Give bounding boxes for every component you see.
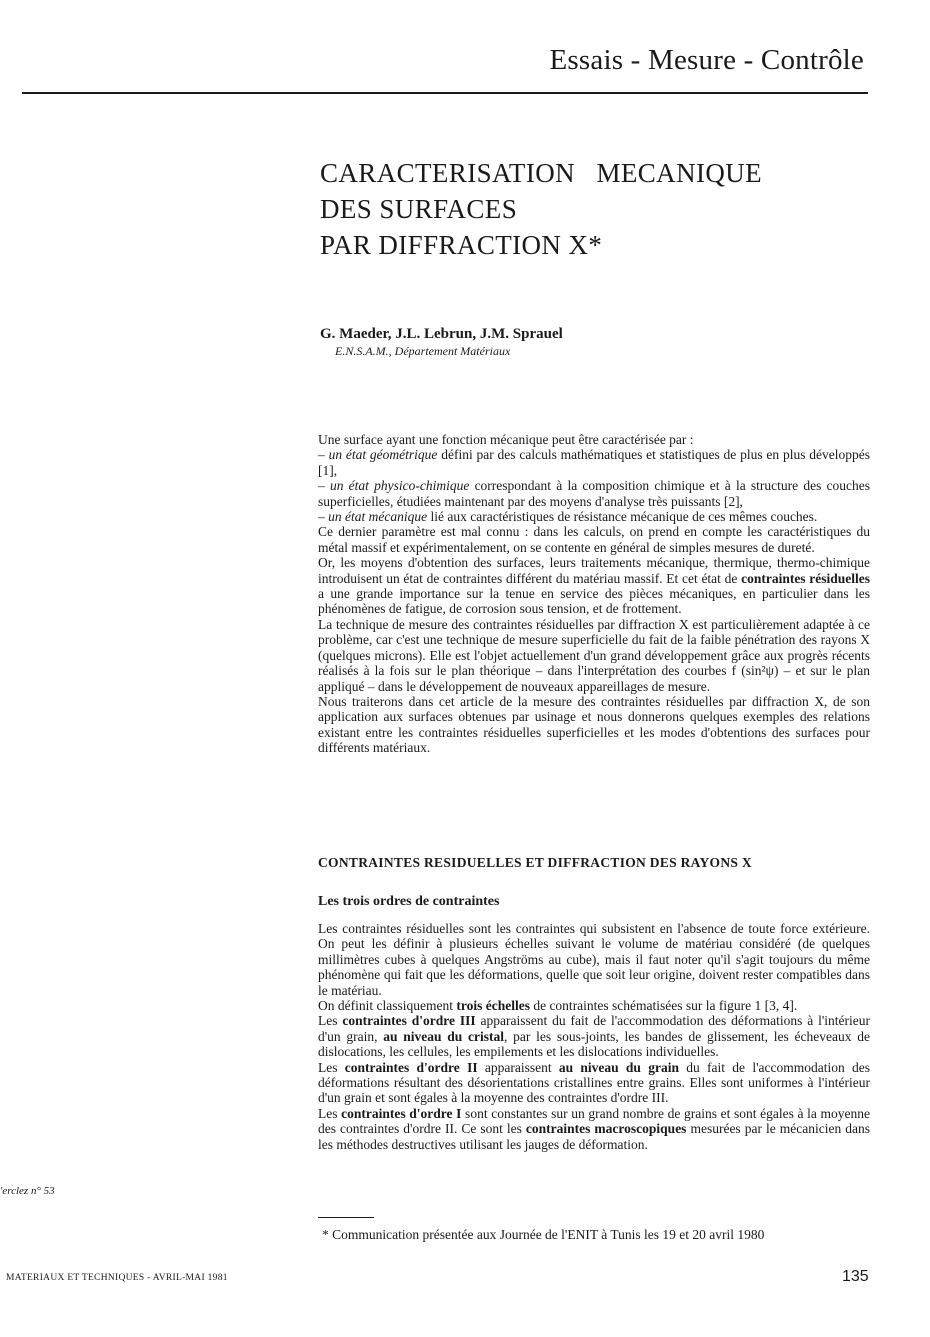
intro-text — [318, 432, 870, 756]
section-text — [318, 921, 870, 1152]
list-text: correspondant à la composition chimique et à la structure des couches superficielles, étudiées maintenant par des moyens d'analyse très puissants [2], — [318, 478, 871, 509]
intro-paragraph: La technique de mesure des contraintes résiduelles par diffraction X est particulièrement adaptée à ce problème, car c'est une technique de mesure superficielle du fait de la faible pénétration des rayons X (quelques microns). Elle est l'objet actuellement d'un grand développement grâce aux progrès récents réalisés à la fois sur le plan théorique – dans l'interprétation des courbes f (sin²ψ) – et sur le plan appliqué – dans le développement de nouveaux appareillages de mesure. — [318, 616, 870, 694]
intro-paragraph — [318, 555, 870, 617]
authors: G. Maeder, J.L. Lebrun, J.M. Sprauel — [320, 326, 563, 342]
intro-paragraph: Ce dernier paramètre est mal connu : dans les calculs, on prend en compte les caractéristiques du métal massif et expérimentalement, on se contente en général de simples mesures de dureté. — [318, 524, 870, 555]
text-run: Or, les moyens d'obtention des surfaces, leurs traitements mécanique, thermique, thermo-chimique introduisent un état de contraintes différent du matériau massif. Et cet état de — [318, 555, 870, 586]
intro-paragraph: Nous traiterons dans cet article de la mesure des contraintes résiduelles par diffraction X, de son application aux surfaces obtenues par usinage et nous donnerons quelques exemples des relations existant entre les contraintes résiduelles superficielles et les modes d'obtentions des surfaces pour différents matériaux. — [318, 693, 870, 756]
bold-term: au niveau du cristal — [383, 1028, 505, 1044]
list-text: défini par des calculs mathématiques et statistiques de plus en plus développés [1], — [318, 447, 870, 478]
text-run: du fait de l'accommodation des déformations résultant des désorientations cristallines entre grains. Elles sont uniformes à l'intérieur d'un grain et sont égales à la moyenne des contraintes d'ordre III. — [318, 1059, 870, 1106]
title-line-1: CARACTERISATION MECANIQUE — [320, 158, 763, 188]
article-title — [320, 155, 880, 263]
intro-list-item: – un état mécanique lié aux caractéristiques de résistance mécanique de ces mêmes couches. — [318, 509, 818, 525]
bold-term: au niveau du grain — [558, 1059, 679, 1075]
footnote: * Communication présentée aux Journée de l'ENIT à Tunis les 19 et 20 avril 1980 — [322, 1227, 765, 1242]
text-run: sont constantes sur un grand nombre de grains et sont égales à la moyenne des contraintes d'ordre II. Ce sont les — [318, 1105, 870, 1137]
intro-list-item: – un état géométrique défini par des calculs mathématiques et statistiques de plus en plus développés [1], — [318, 447, 870, 478]
text-run: Les — [318, 1013, 343, 1029]
bold-term: contraintes d'ordre III — [342, 1013, 476, 1029]
page-number: 135 — [842, 1268, 869, 1285]
text-run: de contraintes schématisées sur la figure 1 [3, 4]. — [529, 998, 798, 1014]
section-header: Essais - Mesure - Contrôle — [549, 44, 864, 76]
journal-footer: MATERIAUX ET TECHNIQUES - AVRIL-MAI 1981 — [6, 1273, 228, 1283]
section-title: CONTRAINTES RESIDUELLES ET DIFFRACTION DES RAYONS X — [318, 855, 752, 870]
title-line-2: DES SURFACES — [320, 194, 518, 224]
list-text: lié aux caractéristiques de résistance mécanique de ces mêmes couches. — [427, 509, 818, 525]
subsection-title: Les trois ordres de contraintes — [318, 894, 500, 909]
text-run: Les — [318, 1059, 345, 1075]
footnote-rule — [318, 1217, 374, 1218]
text-run: apparaissent — [477, 1059, 559, 1075]
text-run: a une grande importance sur la tenue en service des pièces mécaniques, en particulier dans les phénomènes de fatigue, de corrosion sous tension, et de frottement. — [318, 586, 870, 617]
bold-term: contraintes résiduelles — [741, 570, 871, 586]
margin-note: 'erclez n° 53 — [0, 1185, 55, 1197]
section-paragraph — [318, 1106, 870, 1152]
section-paragraph — [318, 998, 870, 1013]
bold-term: trois échelles — [456, 998, 530, 1014]
title-line-3: PAR DIFFRACTION X* — [320, 230, 603, 260]
affiliation: E.N.S.A.M., Département Matériaux — [335, 344, 511, 358]
text-run: apparaissent du fait de l'accommodation des déformations à l'intérieur d'un grain, — [318, 1013, 870, 1044]
section-paragraph — [318, 1013, 870, 1059]
intro-paragraph: Une surface ayant une fonction mécanique peut être caractérisée par : — [318, 432, 694, 447]
header-rule — [22, 92, 868, 94]
list-term: un état géométrique — [328, 447, 438, 463]
intro-list-item: – un état physico-chimique correspondant à la composition chimique et à la structure des couches superficielles, étudiées maintenant par des moyens d'analyse très puissants [2], — [318, 478, 871, 509]
section-paragraph: Les contraintes résiduelles sont les contraintes qui subsistent en l'absence de toute force extérieure. On peut les définir à plusieurs échelles suivant le volume de matériau considéré (de quelques millimètres cubes à quelques Angströms au cube), mais il faut noter qu'il s'agit toujours du même phénomène qui fait que les déformations, quelle que soit leur origine, doivent rester compatibles dans le matériau. — [318, 921, 870, 998]
list-term: un état physico-chimique — [329, 478, 470, 494]
text-run: On définit classiquement — [318, 998, 457, 1014]
section-paragraph — [318, 1060, 870, 1106]
bold-term: contraintes macroscopiques — [525, 1121, 687, 1137]
bold-term: contraintes d'ordre I — [341, 1105, 462, 1121]
text-run: mesurées par le mécanicien dans les méthodes destructives utilisant les jauges de déformation. — [318, 1121, 870, 1152]
text-run: Les — [318, 1105, 342, 1121]
bold-term: contraintes d'ordre II — [344, 1059, 478, 1075]
list-term: un état mécanique — [328, 509, 428, 525]
text-run: , par les sous-joints, les bandes de glissement, les écheveaux de dislocations, les cellules, les empilements et les dislocations individuelles. — [318, 1028, 870, 1060]
